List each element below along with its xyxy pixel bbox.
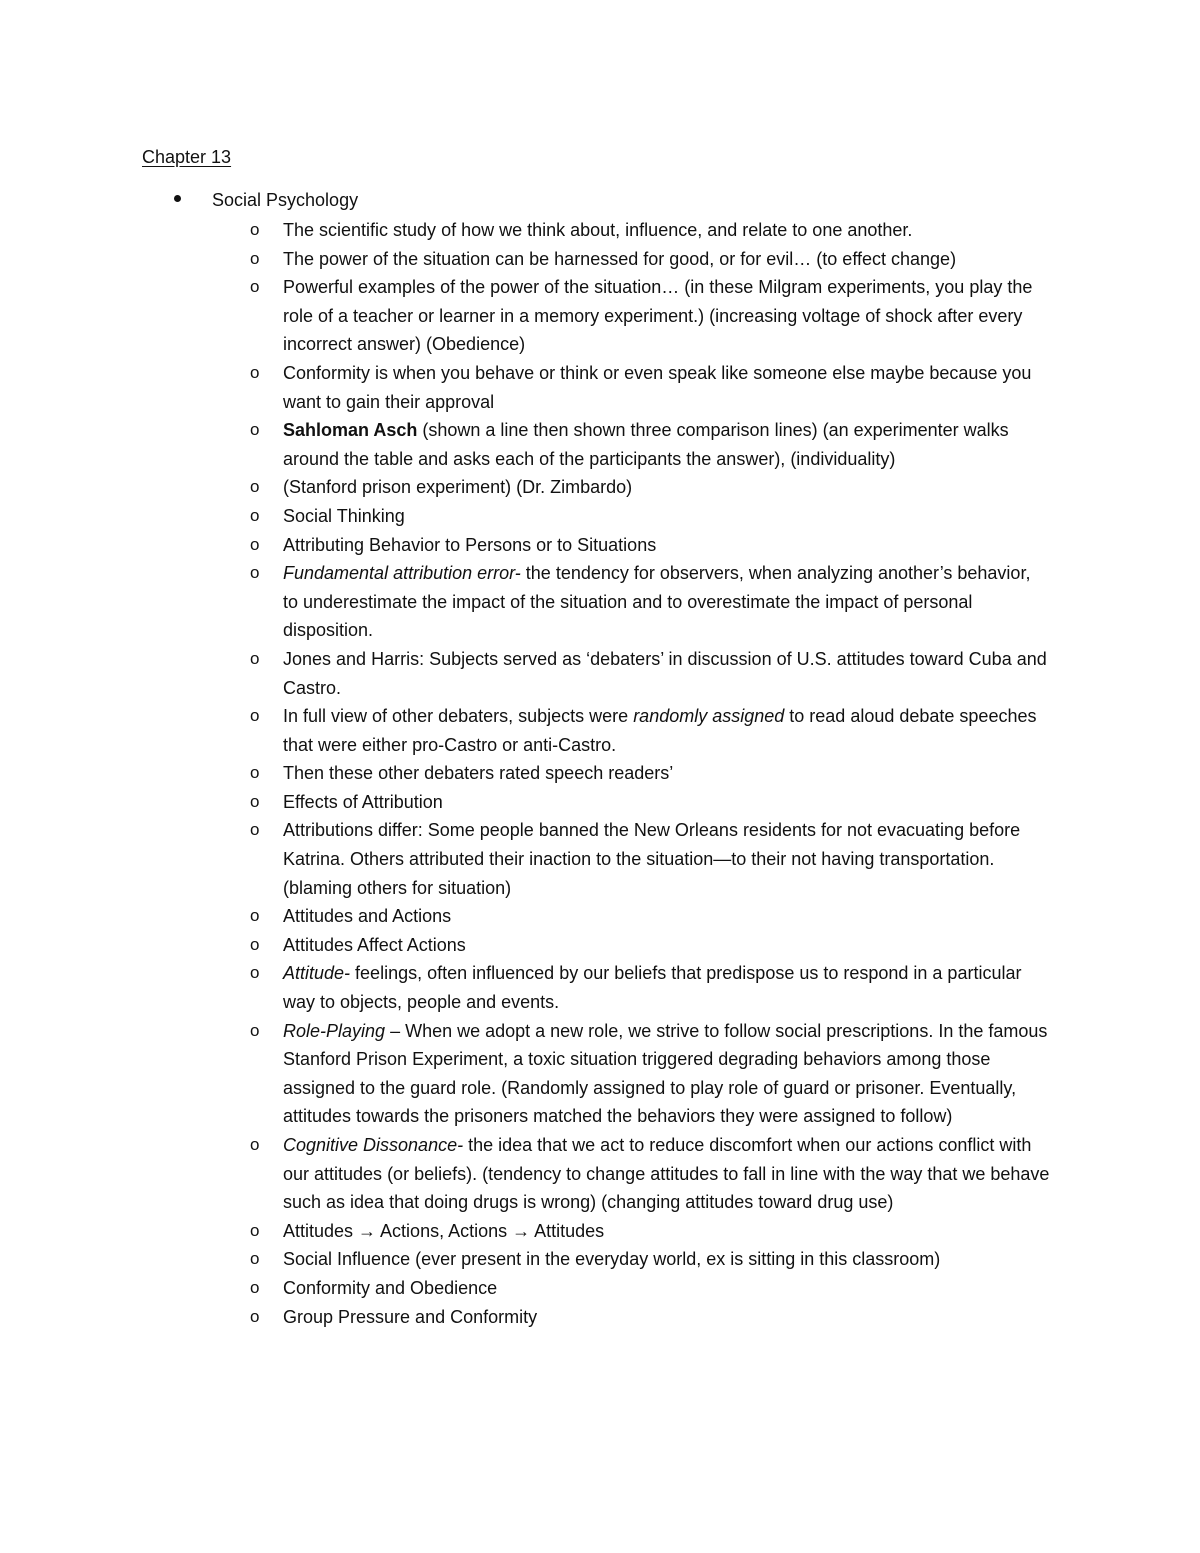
circle-bullet-icon: o [250, 906, 260, 926]
circle-bullet-icon: o [250, 477, 260, 497]
list-item [250, 216, 1050, 245]
circle-bullet-icon: o [250, 763, 260, 783]
text-run: Effects of Attribution [283, 791, 443, 812]
list-item-text [283, 535, 656, 555]
circle-bullet-icon: o [250, 1306, 260, 1326]
circle-bullet-icon: o [250, 563, 260, 583]
circle-bullet-icon: o [250, 1020, 260, 1040]
circle-bullet-icon: o [250, 1249, 260, 1269]
text-run: Attitude- [283, 963, 351, 984]
list-item [250, 788, 1050, 817]
list-item [250, 1274, 1050, 1303]
text-run: In full view of other debaters, subjects were [283, 706, 634, 727]
chapter-title: Chapter 13 [142, 147, 232, 167]
text-run: Attitudes and Actions [283, 906, 452, 927]
circle-bullet-icon: o [250, 420, 260, 440]
text-run: – When we adopt a new role, we strive to follow social prescriptions. In the famous Stanford Prison Experiment, a toxic situation triggered degrading behaviors among those assigned to the guard role. (Randomly assigned to play role of guard or prisoner. Eventually, attitudes towards the prisoners matched the behaviors they were assigned to follow) [283, 1020, 1048, 1127]
text-run: Cognitive Dissonance- [283, 1135, 464, 1155]
list-item [250, 1131, 1050, 1217]
list-item-text [283, 763, 673, 783]
list-item-text [283, 1278, 497, 1298]
list-item [250, 816, 1050, 902]
list-item [250, 759, 1050, 788]
list-item [250, 959, 1050, 1016]
list-item [250, 559, 1050, 645]
text-run: Then these other debaters rated speech readers’ [283, 763, 674, 784]
list-item-text [283, 935, 466, 955]
list-item-text [283, 249, 956, 269]
sub-bullet-list [250, 216, 1050, 1331]
list-item-text [283, 1307, 537, 1327]
list-item [250, 931, 1050, 960]
list-item-text [283, 820, 1020, 897]
text-run: to read aloud debate speeches that were either pro-Castro or anti-Castro. [283, 706, 1037, 755]
list-item [250, 359, 1050, 416]
text-run: Attributions differ: Some people banned the New Orleans residents for not evacuating before Katrina. Others attributed their inaction to the situation—to their not having transportation. (blaming others for situation) [283, 820, 1021, 898]
circle-bullet-icon: o [250, 934, 260, 954]
list-item [250, 1017, 1050, 1131]
text-run: (shown a line then shown three comparison lines) (an experimenter walks around the table and asks each of the participants the answer), (individuality) [283, 420, 1009, 469]
list-item [250, 702, 1050, 759]
list-item-text [283, 792, 443, 812]
list-item [250, 245, 1050, 274]
list-item-text [283, 220, 912, 240]
text-run: Attitudes Affect Actions [283, 934, 466, 955]
list-item-text [283, 1221, 604, 1241]
text-run: Jones and Harris: Subjects served as ‘debaters’ in discussion of U.S. attitudes toward Cuba and Castro. [283, 648, 1047, 698]
list-item [250, 531, 1050, 560]
circle-bullet-icon: o [250, 706, 260, 726]
text-run: The scientific study of how we think about, influence, and relate to one another. [283, 220, 913, 240]
circle-bullet-icon: o [250, 1135, 260, 1154]
list-item-text [283, 563, 1030, 640]
text-run: Fundamental attribution error- [283, 563, 521, 584]
circle-bullet-icon: o [250, 505, 260, 525]
text-run: Social Thinking [283, 505, 405, 526]
list-item-text [283, 906, 451, 926]
text-run: feelings, often influenced by our beliefs that predispose us to respond in a particular way to objects, people and events. [283, 963, 1022, 1013]
text-run: (Stanford prison experiment) (Dr. Zimbardo) [283, 477, 633, 498]
bullet-label: Social Psychology [212, 190, 359, 210]
list-item [250, 273, 1050, 359]
list-item [250, 502, 1050, 531]
circle-bullet-icon: o [250, 362, 260, 382]
text-run: Powerful examples of the power of the situation… (in these Milgram experiments, you play the role of a teacher or learner in a memory experiment.) (increasing voltage of shock after every incorrect answer) (Obedience) [283, 277, 1033, 355]
text-run: Sahloman Asch [283, 420, 418, 441]
list-item-text [283, 277, 1032, 354]
list-item-text [283, 420, 1009, 469]
list-item [250, 416, 1050, 473]
circle-bullet-icon: o [250, 534, 260, 554]
text-run: randomly assigned [633, 706, 785, 727]
circle-bullet-icon: o [250, 1277, 260, 1297]
text-run: the idea that we act to reduce discomfort when our actions conflict with our attitudes (or beliefs). (tendency to change attitudes to fall in line with the way that we behave such as idea that doing drugs is wrong) (changing attitudes toward drug use) [283, 1135, 1050, 1213]
circle-bullet-icon: o [250, 648, 260, 668]
circle-bullet-icon: o [250, 220, 260, 239]
text-run: Group Pressure and Conformity [283, 1306, 538, 1327]
list-item-text [283, 706, 1036, 755]
list-item-text [283, 363, 1031, 412]
text-run: Conformity and Obedience [283, 1277, 498, 1298]
list-item [250, 1245, 1050, 1274]
list-item-text [283, 1135, 1049, 1212]
list-item-text [283, 1249, 940, 1269]
circle-bullet-icon: o [250, 791, 260, 811]
list-item-text [283, 963, 1021, 1012]
list-item-text [283, 1021, 1047, 1127]
list-item [250, 1217, 1050, 1246]
list-item [250, 1303, 1050, 1332]
list-item-text [283, 506, 405, 526]
list-item [250, 473, 1050, 502]
list-item [250, 645, 1050, 702]
list-item-text [283, 649, 1047, 698]
text-run: Attributing Behavior to Persons or to Situations [283, 534, 657, 555]
text-run: Conformity is when you behave or think or even speak like someone else maybe because you want to gain their approval [283, 362, 1032, 412]
text-run: The power of the situation can be harnessed for good, or for evil… (to effect change) [283, 248, 957, 269]
circle-bullet-icon: o [250, 277, 260, 297]
text-run: Attitudes → Actions, Actions → Attitudes [283, 1220, 605, 1241]
list-item-text [283, 477, 632, 497]
text-run: Social Influence (ever present in the everyday world, ex is sitting in this classroom) [283, 1249, 941, 1270]
bullet-icon [174, 195, 181, 202]
text-run: the tendency for observers, when analyzing another’s behavior, to underestimate the impact of the situation and to overestimate the impact of personal disposition. [283, 563, 1031, 641]
circle-bullet-icon: o [250, 248, 260, 268]
circle-bullet-icon: o [250, 820, 260, 840]
list-item [250, 902, 1050, 931]
text-run: Role-Playing [283, 1020, 386, 1041]
circle-bullet-icon: o [250, 1220, 260, 1240]
circle-bullet-icon: o [250, 963, 260, 983]
